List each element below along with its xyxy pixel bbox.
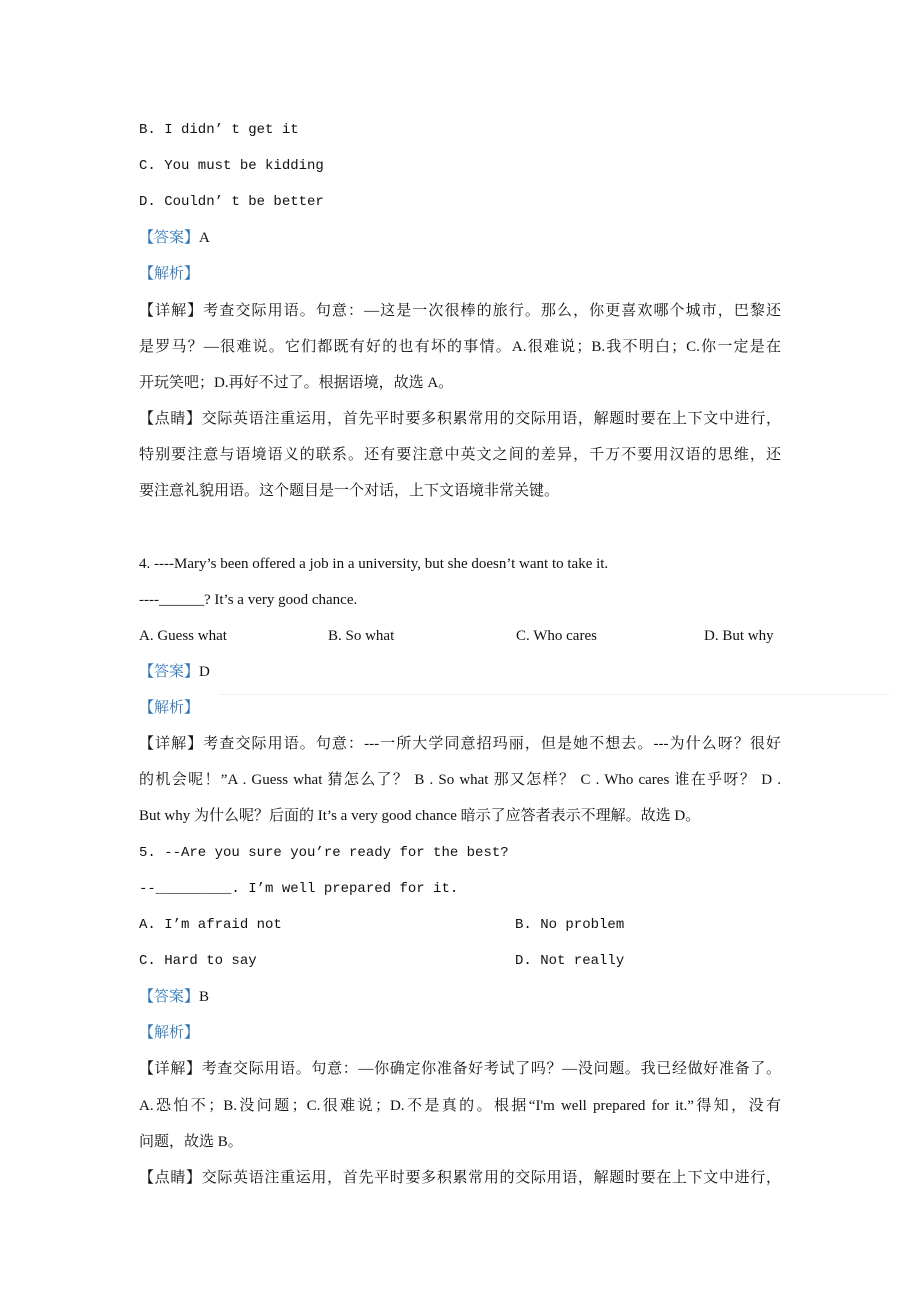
q3-detail-line: 是罗马？—很难说。它们都既有好的也有坏的事情。A.很难说；B.我不明白；C.你一定是在 xyxy=(139,339,781,355)
q3-tip-line: 特别要注意与语境语义的联系。还有要注意中英文之间的差异，千万不要用汉语的思维，还 xyxy=(139,447,781,463)
q3-tip-line: 【点睛】交际英语注重运用，首先平时要多积累常用的交际用语，解题时要在上下文中进行， xyxy=(139,411,781,427)
q4-analysis-label: 【解析】 xyxy=(139,700,200,716)
q3-detail-line: 【详解】考查交际用语。句意：—这是一次很棒的旅行。那么，你更喜欢哪个城市，巴黎还 xyxy=(139,303,781,319)
q4-option-b: B. So what xyxy=(328,628,395,644)
q4-question: 4. ----Mary’s been offered a job in a university, but she doesn’t want to take it. xyxy=(139,556,609,572)
answer-value: A xyxy=(199,230,210,246)
q3-detail-line: 开玩笑吧；D.再好不过了。根据语境，故选 A。 xyxy=(139,375,454,391)
q3-option-d: D. Couldn’ t be better xyxy=(139,194,324,210)
q5-analysis-label: 【解析】 xyxy=(139,1025,200,1041)
q5-tip-line: 【点睛】交际英语注重运用，首先平时要多积累常用的交际用语，解题时要在上下文中进行， xyxy=(139,1170,781,1186)
q4-detail-line: 的机会呢！”A . Guess what 猜怎么了？ B . So what 那又怎样？ C . Who cares 谁在乎呀？ D . xyxy=(139,772,781,788)
q5-options-row2 xyxy=(139,951,781,971)
q5-detail-line: 问题，故选 B。 xyxy=(139,1134,243,1150)
answer-label: 【答案】 xyxy=(139,989,200,1005)
q5-option-b: B. No problem xyxy=(515,917,625,933)
q3-option-c: C. You must be kidding xyxy=(139,158,324,174)
q4-answer xyxy=(139,662,210,682)
q5-option-a: A. I’m afraid not xyxy=(139,917,282,933)
answer-label: 【答案】 xyxy=(139,230,200,246)
q4-option-d: D. But why xyxy=(704,628,774,644)
q4-option-a: A. Guess what xyxy=(139,628,227,644)
q4-option-c: C. Who cares xyxy=(516,628,597,644)
q4-reply: ----______? It’s a very good chance. xyxy=(139,592,358,608)
q5-option-d: D. Not really xyxy=(515,953,625,969)
q5-option-c: C. Hard to say xyxy=(139,953,257,969)
q3-option-b: B. I didn’ t get it xyxy=(139,122,299,138)
q3-analysis-label: 【解析】 xyxy=(139,266,200,282)
q5-detail-line: A.恐怕不；B.没问题；C.很难说；D.不是真的。根据“I'm well prepared for it.”得知，没有 xyxy=(139,1098,781,1114)
answer-value: D xyxy=(199,664,210,680)
q5-options-row1 xyxy=(139,915,781,935)
q5-question: 5. --Are you sure you’re ready for the best? xyxy=(139,845,509,861)
q5-answer xyxy=(139,987,209,1007)
q3-answer xyxy=(139,228,210,248)
q5-reply: --_________. I’m well prepared for it. xyxy=(139,881,459,897)
q4-options xyxy=(139,626,781,646)
q5-detail-line: 【详解】考查交际用语。句意：—你确定你准备好考试了吗？—没问题。我已经做好准备了。 xyxy=(139,1061,781,1077)
q3-tip-line: 要注意礼貌用语。这个题目是一个对话，上下文语境非常关键。 xyxy=(139,483,560,499)
answer-value: B xyxy=(199,989,210,1005)
divider xyxy=(220,694,890,695)
q4-detail-line: 【详解】考查交际用语。句意：---一所大学同意招玛丽，但是她不想去。---为什么呀？很好 xyxy=(139,736,781,752)
answer-label: 【答案】 xyxy=(139,664,200,680)
q4-detail-line: But why 为什么呢？后面的 It’s a very good chance 暗示了应答者表示不理解。故选 D。 xyxy=(139,808,701,824)
